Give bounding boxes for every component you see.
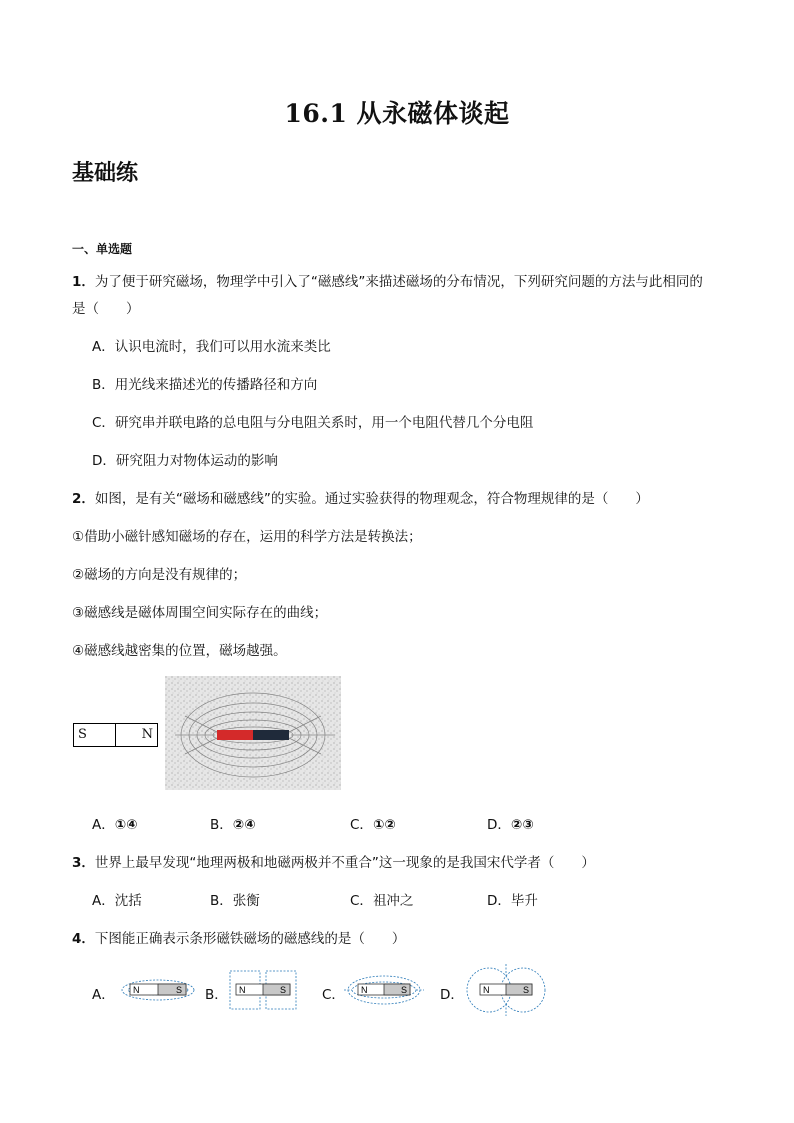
- option-d-n-label: N: [483, 985, 490, 995]
- question-4-stem: 4．下图能正确表示条形磁铁磁场的磁感线的是（ ）: [72, 931, 406, 947]
- magnet-s-pole: S: [74, 724, 116, 746]
- question-2-option-b[interactable]: B．②④: [210, 817, 256, 833]
- bar-magnet-diagram: [73, 723, 158, 747]
- question-4-option-d-diagram[interactable]: [463, 962, 549, 1018]
- section-heading: 基础练: [72, 160, 139, 186]
- question-1-stem-line2: 是（ ）: [72, 301, 140, 317]
- question-1-option-d[interactable]: D．研究阻力对物体运动的影响: [92, 453, 278, 469]
- question-2-option-c[interactable]: C．①②: [350, 817, 396, 833]
- question-3-option-a[interactable]: A．沈括: [92, 893, 142, 909]
- question-2-option-d[interactable]: D．②③: [487, 817, 534, 833]
- question-1-option-b[interactable]: B．用光线来描述光的传播路径和方向: [92, 377, 318, 393]
- option-c-s-label: S: [401, 985, 408, 995]
- magnet-dark-half: [253, 730, 289, 740]
- question-3-stem: 3．世界上最早发现“地理两极和地磁两极并不重合”这一现象的是我国宋代学者（ ）: [72, 855, 595, 871]
- question-3-option-c[interactable]: C．祖冲之: [350, 893, 414, 909]
- magnet-red-half: [217, 730, 253, 740]
- question-4-option-b-diagram[interactable]: [228, 968, 298, 1012]
- question-2-stem: 2．如图，是有关“磁场和磁感线”的实验。通过实验获得的物理观念，符合物理规律的是（ ）: [72, 491, 649, 507]
- question-4-option-b-label[interactable]: B．: [205, 987, 228, 1003]
- question-3-option-b[interactable]: B．张衡: [210, 893, 260, 909]
- option-c-n-label: N: [361, 985, 368, 995]
- question-2-statement-4: ④磁感线越密集的位置，磁场越强。: [72, 643, 287, 659]
- question-4-option-c-diagram[interactable]: [344, 968, 424, 1012]
- option-a-n-label: N: [133, 985, 140, 995]
- question-4-option-c-label[interactable]: C．: [322, 987, 345, 1003]
- question-4-option-a-label[interactable]: A．: [92, 987, 115, 1003]
- question-2-statement-3: ③磁感线是磁体周围空间实际存在的曲线；: [72, 605, 328, 621]
- question-1-number: 1．: [72, 274, 95, 290]
- iron-filings-photo: [165, 676, 341, 790]
- question-2-statement-2: ②磁场的方向是没有规律的；: [72, 567, 247, 583]
- question-3-number: 3．: [72, 855, 95, 871]
- question-4-option-a-diagram[interactable]: [118, 968, 198, 1012]
- question-2-option-a[interactable]: A．①④: [92, 817, 138, 833]
- question-2-number: 2．: [72, 491, 95, 507]
- question-3-option-d[interactable]: D．毕升: [487, 893, 538, 909]
- question-4-option-d-label[interactable]: D．: [440, 987, 464, 1003]
- question-1-option-a[interactable]: A．认识电流时，我们可以用水流来类比: [92, 339, 331, 355]
- question-4-number: 4．: [72, 931, 95, 947]
- question-1-stem-line1: [72, 270, 703, 290]
- question-2-statement-1: ①借助小磁针感知磁场的存在，运用的科学方法是转换法；: [72, 529, 422, 545]
- question-1-text: 为了便于研究磁场，物理学中引入了“磁感线”来描述磁场的分布情况，下列研究问题的方法与此相同的: [94, 274, 703, 290]
- option-b-n-label: N: [239, 985, 246, 995]
- page-title: 16.1 从永磁体谈起: [284, 99, 510, 128]
- option-d-s-label: S: [523, 985, 530, 995]
- option-a-s-label: S: [176, 985, 183, 995]
- question-1-option-c[interactable]: C．研究串并联电路的总电阻与分电阻关系时，用一个电阻代替几个分电阻: [92, 415, 534, 431]
- magnet-n-pole: N: [141, 727, 153, 742]
- question-type-label: 一、单选题: [72, 242, 133, 256]
- option-b-s-label: S: [280, 985, 287, 995]
